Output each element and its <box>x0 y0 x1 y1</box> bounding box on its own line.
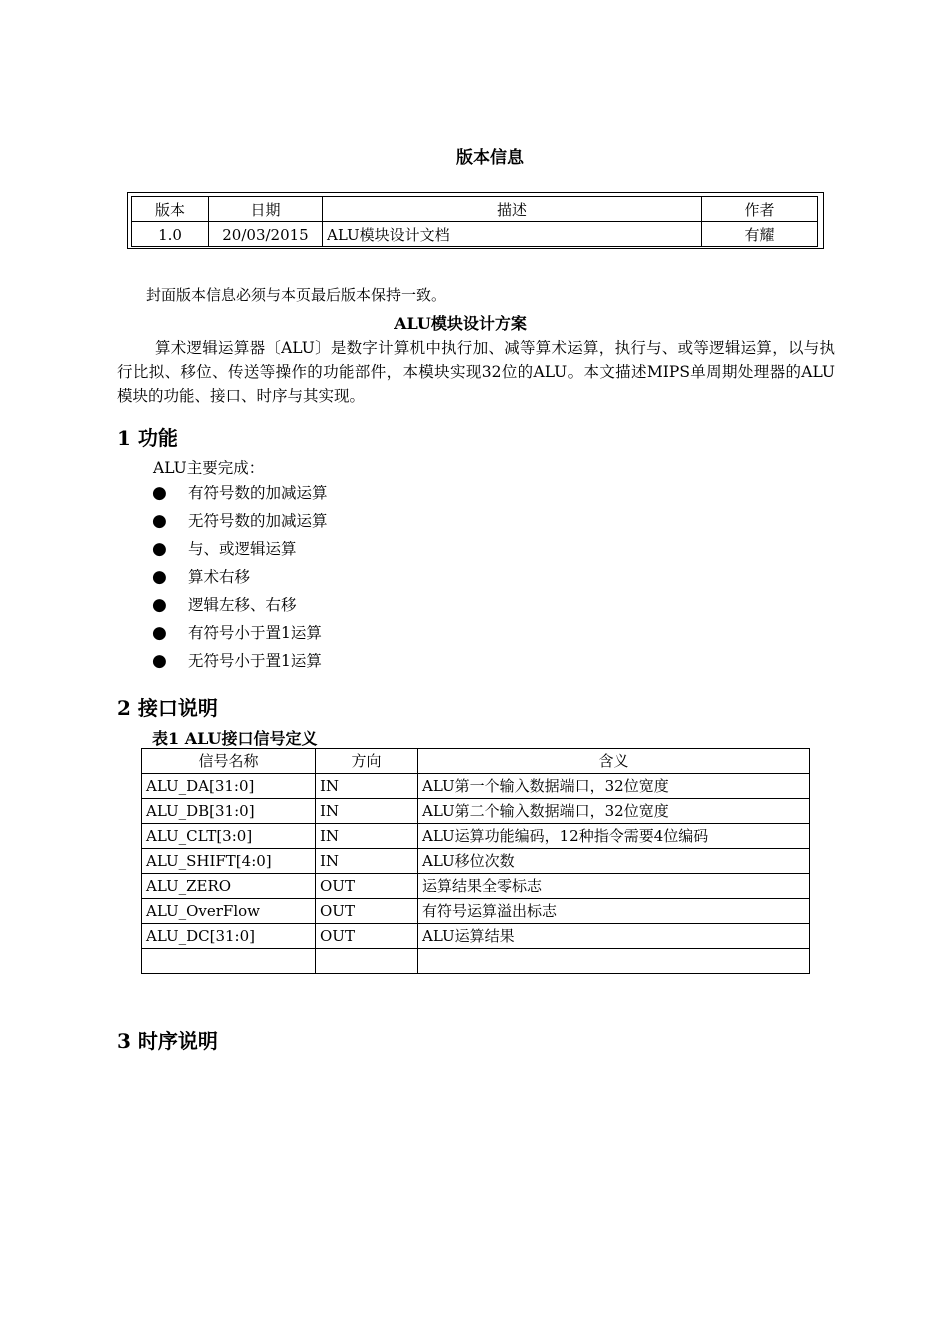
table-row: ALU_ZERO OUT 运算结果全零标志 <box>142 874 810 899</box>
version-table-frame <box>127 192 824 249</box>
header-date: 日期 <box>209 197 323 222</box>
list-item: ● 与、或逻辑运算 <box>152 537 328 565</box>
list-item: ● 有符号数的加减运算 <box>152 481 328 509</box>
list-item: ● 无符号数的加减运算 <box>152 509 328 537</box>
intro-paragraph: 算术逻辑运算器〔ALU〕是数字计算机中执行加、减等算术运算，执行与、或等逻辑运算，以与执行比拟、移位、传送等操作的功能部件，本模块实现32位的ALU。本文描述MIPS单周期处理器的ALU模块的功能、接口、时序与其实现。 <box>117 339 835 405</box>
cell-version: 1.0 <box>132 222 209 247</box>
header-author: 作者 <box>702 197 818 222</box>
version-note: 封面版本信息必须与本页最后版本保持一致。 <box>146 286 447 304</box>
table-row: ALU_DA[31:0] IN ALU第一个输入数据端口，32位宽度 <box>142 774 810 799</box>
table-row: ALU_OverFlow OUT 有符号运算溢出标志 <box>142 899 810 924</box>
header-version: 版本 <box>132 197 209 222</box>
section-2-heading: 2 接口说明 <box>117 696 218 720</box>
section-3-heading: 3 时序说明 <box>117 1029 218 1053</box>
version-title: 版本信息 <box>456 148 524 168</box>
table-row <box>142 949 810 974</box>
table-caption: 表1 ALU接口信号定义 <box>152 729 318 748</box>
bullet-icon: ● <box>152 595 167 615</box>
version-table-header <box>132 197 818 222</box>
bullet-icon: ● <box>152 511 167 531</box>
function-list <box>152 481 328 677</box>
cell-description: ALU模块设计文档 <box>323 222 702 247</box>
header-meaning: 含义 <box>418 749 810 774</box>
table-row: ALU_DC[31:0] OUT ALU运算结果 <box>142 924 810 949</box>
bullet-icon: ● <box>152 483 167 503</box>
bullet-icon: ● <box>152 539 167 559</box>
header-description: 描述 <box>323 197 702 222</box>
document-title: ALU模块设计方案 <box>394 314 527 333</box>
signal-table <box>141 748 810 974</box>
bullet-icon: ● <box>152 623 167 643</box>
header-direction: 方向 <box>316 749 418 774</box>
table-row <box>132 222 818 247</box>
bullet-icon: ● <box>152 651 167 671</box>
section-1-lead: ALU主要完成： <box>153 459 265 477</box>
signal-table-header <box>142 749 810 774</box>
cell-author: 有耀 <box>702 222 818 247</box>
bullet-icon: ● <box>152 567 167 587</box>
cell-date: 20/03/2015 <box>209 222 323 247</box>
header-signal-name: 信号名称 <box>142 749 316 774</box>
table-row: ALU_SHIFT[4:0] IN ALU移位次数 <box>142 849 810 874</box>
list-item: ● 算术右移 <box>152 565 328 593</box>
list-item: ● 无符号小于置1运算 <box>152 649 328 677</box>
section-1-heading: 1 功能 <box>117 426 178 450</box>
table-row: ALU_DB[31:0] IN ALU第二个输入数据端口，32位宽度 <box>142 799 810 824</box>
table-row: ALU_CLT[3:0] IN ALU运算功能编码，12种指令需要4位编码 <box>142 824 810 849</box>
list-item: ● 逻辑左移、右移 <box>152 593 328 621</box>
list-item: ● 有符号小于置1运算 <box>152 621 328 649</box>
version-table <box>131 196 818 247</box>
